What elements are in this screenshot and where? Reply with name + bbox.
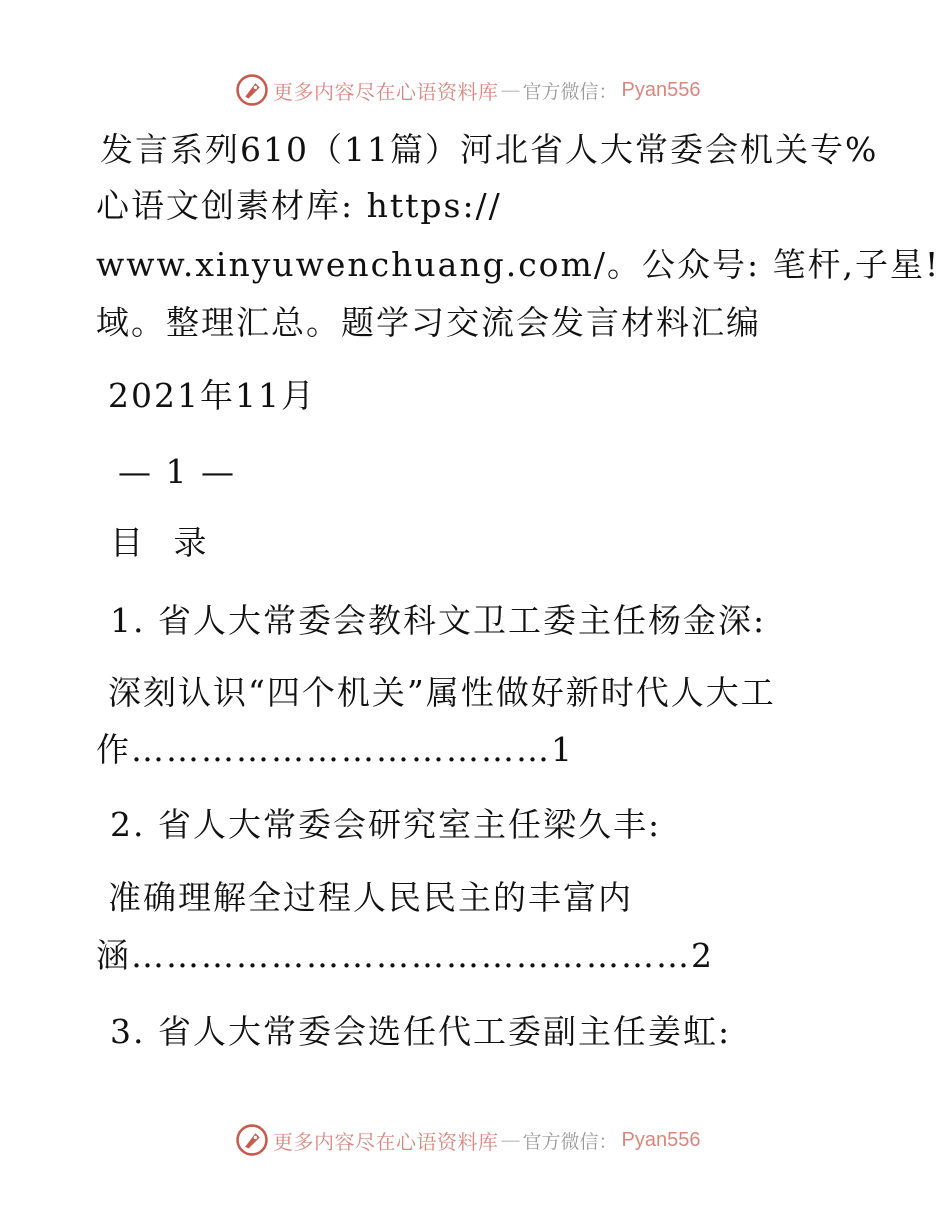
doc-date: 2021年11月 [108,376,316,415]
watermark-dash: — [500,1128,521,1152]
footer-watermark-banner [235,1122,700,1158]
watermark-official-label: 官方微信： [522,1130,618,1153]
watermark-dash: — [500,78,521,102]
toc-item-2-heading: 2. 省人大常委会研究室主任梁久丰: [110,805,662,844]
header-watermark-banner [235,72,700,108]
toc-item-3-heading: 3. 省人大常委会选任代工委副主任姜虹: [110,1012,732,1051]
toc-item-1-title: 深刻认识“四个机关”属性做好新时代人大工 [108,673,776,712]
pen-nib-logo-icon [235,1123,269,1157]
pen-nib-logo-icon [235,73,269,107]
toc-heading: 目 录 [110,523,217,562]
toc-item-2-continuation: 涵…………………………………………2 [96,936,714,975]
toc-item-1-heading: 1. 省人大常委会教科文卫工委主任杨金深: [110,601,767,640]
toc-item-2-title: 准确理解全过程人民民主的丰富内 [108,878,633,917]
toc-item-1-continuation: 作………………………………1 [96,730,574,769]
watermark-brand-text: 更多内容尽在心语资料库 [273,1129,499,1154]
watermark-official-label: 官方微信： [522,80,618,103]
watermark-wechat-id: Pyan556 [621,1128,701,1151]
doc-title-line-1: 发言系列610（11篇）河北省人大常委会机关专% [100,130,879,169]
watermark-wechat-id: Pyan556 [621,78,701,101]
page-marker: — 1 — [118,452,236,491]
watermark-brand-text: 更多内容尽在心语资料库 [273,79,499,104]
doc-title-line-3: www.xinyuwenchuang.com/。公众号: 笔杆,子星! [96,245,941,284]
doc-title-line-4: 域。整理汇总。题学习交流会发言材料汇编 [96,303,761,342]
doc-title-line-2: 心语文创素材库: https:// [96,186,502,225]
